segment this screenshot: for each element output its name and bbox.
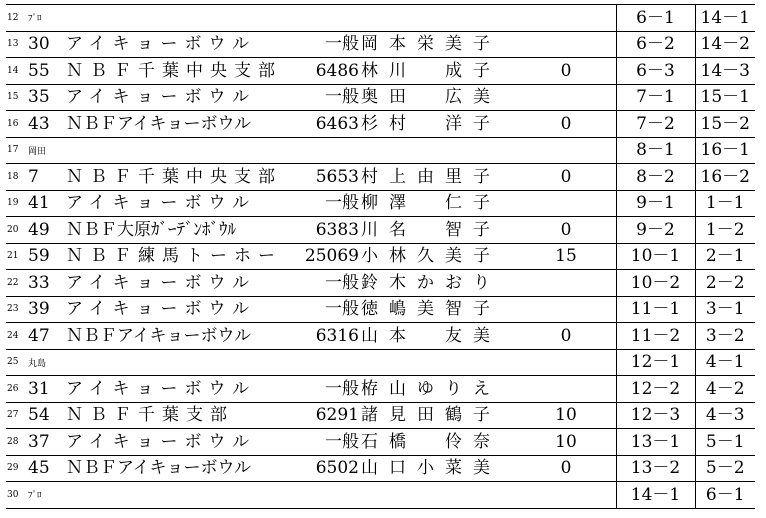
row-number: 12 — [6, 5, 26, 32]
row-number: 20 — [6, 217, 26, 244]
player-name: 村上由里子 — [361, 164, 546, 191]
row-number: 23 — [6, 296, 26, 323]
member-number: 一般 — [296, 296, 361, 323]
table-row — [6, 482, 755, 509]
club-name: アイキョーボウル — [66, 190, 296, 217]
table-row — [6, 31, 755, 58]
table-row — [6, 376, 755, 403]
spacer — [586, 349, 616, 376]
game1-lane: 7－2 — [616, 111, 695, 138]
club-name — [66, 137, 296, 164]
table-row — [6, 217, 755, 244]
row-number: 24 — [6, 323, 26, 350]
spacer — [586, 243, 616, 270]
game1-lane: 11－2 — [616, 323, 695, 350]
member-number: 6383 — [296, 217, 361, 244]
spacer — [586, 31, 616, 58]
player-name: 林川 成子 — [361, 58, 546, 85]
spacer — [586, 455, 616, 482]
club-name: アイキョーボウル — [66, 270, 296, 297]
table-row — [6, 349, 755, 376]
table-row — [6, 296, 755, 323]
game1-lane: 9－1 — [616, 190, 695, 217]
player-name: 柳澤 仁子 — [361, 190, 546, 217]
member-number: 6463 — [296, 111, 361, 138]
spacer — [586, 58, 616, 85]
game2-lane: 14－3 — [695, 58, 755, 85]
spacer — [586, 137, 616, 164]
game2-lane: 16－1 — [695, 137, 755, 164]
row-number: 30 — [6, 482, 26, 509]
game2-lane: 2－2 — [695, 270, 755, 297]
handicap: 0 — [546, 111, 586, 138]
table-row — [6, 270, 755, 297]
club-name: ＮＢＦ千葉中央支部 — [66, 58, 296, 85]
player-name: 石橋 伶奈 — [361, 429, 546, 456]
row-number: 18 — [6, 164, 26, 191]
spacer — [586, 5, 616, 32]
game1-lane: 12－2 — [616, 376, 695, 403]
player-number: 49 — [26, 217, 66, 244]
table-row — [6, 455, 755, 482]
game2-lane: 3－1 — [695, 296, 755, 323]
handicap: 0 — [546, 323, 586, 350]
player-number: 39 — [26, 296, 66, 323]
game1-lane: 10－2 — [616, 270, 695, 297]
game1-lane: 13－1 — [616, 429, 695, 456]
game1-lane: 6－3 — [616, 58, 695, 85]
player-name: 岡本栄美子 — [361, 31, 546, 58]
club-name: アイキョーボウル — [66, 84, 296, 111]
row-number: 21 — [6, 243, 26, 270]
member-number — [296, 482, 361, 509]
game1-lane: 7－1 — [616, 84, 695, 111]
row-number: 17 — [6, 137, 26, 164]
player-number: 30 — [26, 31, 66, 58]
handicap — [546, 296, 586, 323]
spacer — [586, 376, 616, 403]
spacer — [586, 84, 616, 111]
spacer — [586, 323, 616, 350]
game1-lane: 11－1 — [616, 296, 695, 323]
spacer — [586, 217, 616, 244]
club-name — [66, 482, 296, 509]
player-number: 35 — [26, 84, 66, 111]
handicap: 0 — [546, 455, 586, 482]
table-row — [6, 190, 755, 217]
club-name: アイキョーボウル — [66, 429, 296, 456]
player-number: 41 — [26, 190, 66, 217]
game2-lane: 4－3 — [695, 402, 755, 429]
player-name: 杉村 洋子 — [361, 111, 546, 138]
club-name: ＮＢＦアイキョーボウル — [66, 111, 296, 138]
member-number: 6291 — [296, 402, 361, 429]
player-name: 山口小菜美 — [361, 455, 546, 482]
row-number: 14 — [6, 58, 26, 85]
table-row — [6, 164, 755, 191]
club-name: ＮＢＦアイキョーボウル — [66, 323, 296, 350]
handicap — [546, 137, 586, 164]
row-note: 岡田 — [28, 146, 47, 157]
row-number: 27 — [6, 402, 26, 429]
club-name — [66, 5, 296, 32]
player-number — [26, 137, 66, 164]
club-name: ＮＢＦ千葉支部 — [66, 402, 296, 429]
spacer — [586, 164, 616, 191]
member-number — [296, 137, 361, 164]
row-number: 28 — [6, 429, 26, 456]
game2-lane: 1－2 — [695, 217, 755, 244]
row-number: 26 — [6, 376, 26, 403]
player-name: 山本 友美 — [361, 323, 546, 350]
table-body — [6, 5, 755, 509]
game1-lane: 8－1 — [616, 137, 695, 164]
player-name — [361, 482, 546, 509]
game1-lane: 9－2 — [616, 217, 695, 244]
player-name: 徳嶋美智子 — [361, 296, 546, 323]
club-name — [66, 349, 296, 376]
member-number: 一般 — [296, 190, 361, 217]
handicap: 10 — [546, 429, 586, 456]
game2-lane: 15－1 — [695, 84, 755, 111]
spacer — [586, 402, 616, 429]
player-name: 奥田 広美 — [361, 84, 546, 111]
game2-lane: 5－1 — [695, 429, 755, 456]
table-row — [6, 84, 755, 111]
player-name — [361, 137, 546, 164]
member-number: 一般 — [296, 84, 361, 111]
game2-lane: 15－2 — [695, 111, 755, 138]
game2-lane: 3－2 — [695, 323, 755, 350]
spacer — [586, 111, 616, 138]
handicap — [546, 482, 586, 509]
row-number: 16 — [6, 111, 26, 138]
game1-lane: 13－2 — [616, 455, 695, 482]
row-number: 22 — [6, 270, 26, 297]
club-name: ＮＢＦ千葉中央支部 — [66, 164, 296, 191]
game2-lane: 16－2 — [695, 164, 755, 191]
spacer — [586, 296, 616, 323]
player-number: 47 — [26, 323, 66, 350]
game1-lane: 10－1 — [616, 243, 695, 270]
player-number: 59 — [26, 243, 66, 270]
row-note: ﾌﾟﾛ — [28, 491, 42, 502]
table-row — [6, 111, 755, 138]
player-name — [361, 349, 546, 376]
lane-assignment-table — [6, 4, 755, 509]
row-note: 丸島 — [28, 358, 47, 369]
handicap — [546, 376, 586, 403]
member-number — [296, 5, 361, 32]
club-name: ＮＢＦ大原ｶﾞｰﾃﾞﾝﾎﾞｳﾙ — [66, 217, 296, 244]
game2-lane: 4－1 — [695, 349, 755, 376]
row-number: 15 — [6, 84, 26, 111]
game2-lane: 1－1 — [695, 190, 755, 217]
player-name: 諸見田鶴子 — [361, 402, 546, 429]
club-name: ＮＢＦ練馬トーホー — [66, 243, 296, 270]
game2-lane: 5－2 — [695, 455, 755, 482]
handicap — [546, 84, 586, 111]
game1-lane: 8－2 — [616, 164, 695, 191]
handicap: 0 — [546, 58, 586, 85]
club-name: アイキョーボウル — [66, 31, 296, 58]
table-row — [6, 243, 755, 270]
table-row — [6, 137, 755, 164]
member-number: 6486 — [296, 58, 361, 85]
member-number: 一般 — [296, 429, 361, 456]
handicap — [546, 190, 586, 217]
spacer — [586, 429, 616, 456]
table-row — [6, 429, 755, 456]
player-number: 33 — [26, 270, 66, 297]
member-number: 一般 — [296, 270, 361, 297]
game2-lane: 6－1 — [695, 482, 755, 509]
handicap — [546, 270, 586, 297]
spacer — [586, 482, 616, 509]
game2-lane: 14－1 — [695, 5, 755, 32]
row-number: 29 — [6, 455, 26, 482]
player-number: 43 — [26, 111, 66, 138]
member-number: 6316 — [296, 323, 361, 350]
member-number: 一般 — [296, 376, 361, 403]
player-number — [26, 482, 66, 509]
member-number: 5653 — [296, 164, 361, 191]
player-number: 31 — [26, 376, 66, 403]
player-name: 鈴木かおり — [361, 270, 546, 297]
game1-lane: 14－1 — [616, 482, 695, 509]
game1-lane: 12－1 — [616, 349, 695, 376]
club-name: アイキョーボウル — [66, 296, 296, 323]
member-number — [296, 349, 361, 376]
player-name — [361, 5, 546, 32]
handicap: 10 — [546, 402, 586, 429]
player-number: 7 — [26, 164, 66, 191]
player-name: 川名 智子 — [361, 217, 546, 244]
game2-lane: 14－2 — [695, 31, 755, 58]
table-row — [6, 402, 755, 429]
club-name: アイキョーボウル — [66, 376, 296, 403]
table-row — [6, 58, 755, 85]
member-number: 一般 — [296, 31, 361, 58]
member-number: 25069 — [296, 243, 361, 270]
handicap: 0 — [546, 164, 586, 191]
row-number: 25 — [6, 349, 26, 376]
member-number: 6502 — [296, 455, 361, 482]
game2-lane: 2－1 — [695, 243, 755, 270]
handicap — [546, 349, 586, 376]
game2-lane: 4－2 — [695, 376, 755, 403]
handicap — [546, 31, 586, 58]
player-number: 45 — [26, 455, 66, 482]
row-number: 13 — [6, 31, 26, 58]
player-number: 54 — [26, 402, 66, 429]
handicap — [546, 5, 586, 32]
game1-lane: 6－2 — [616, 31, 695, 58]
handicap: 15 — [546, 243, 586, 270]
player-name: 栫山ゆりえ — [361, 376, 546, 403]
game1-lane: 6－1 — [616, 5, 695, 32]
player-number — [26, 349, 66, 376]
player-number — [26, 5, 66, 32]
club-name: ＮＢＦアイキョーボウル — [66, 455, 296, 482]
player-number: 37 — [26, 429, 66, 456]
game1-lane: 12－3 — [616, 402, 695, 429]
handicap: 0 — [546, 217, 586, 244]
spacer — [586, 190, 616, 217]
player-name: 小林久美子 — [361, 243, 546, 270]
table-row — [6, 323, 755, 350]
row-number: 19 — [6, 190, 26, 217]
row-note: ﾌﾟﾛ — [28, 14, 42, 25]
spacer — [586, 270, 616, 297]
player-number: 55 — [26, 58, 66, 85]
table-row — [6, 5, 755, 32]
